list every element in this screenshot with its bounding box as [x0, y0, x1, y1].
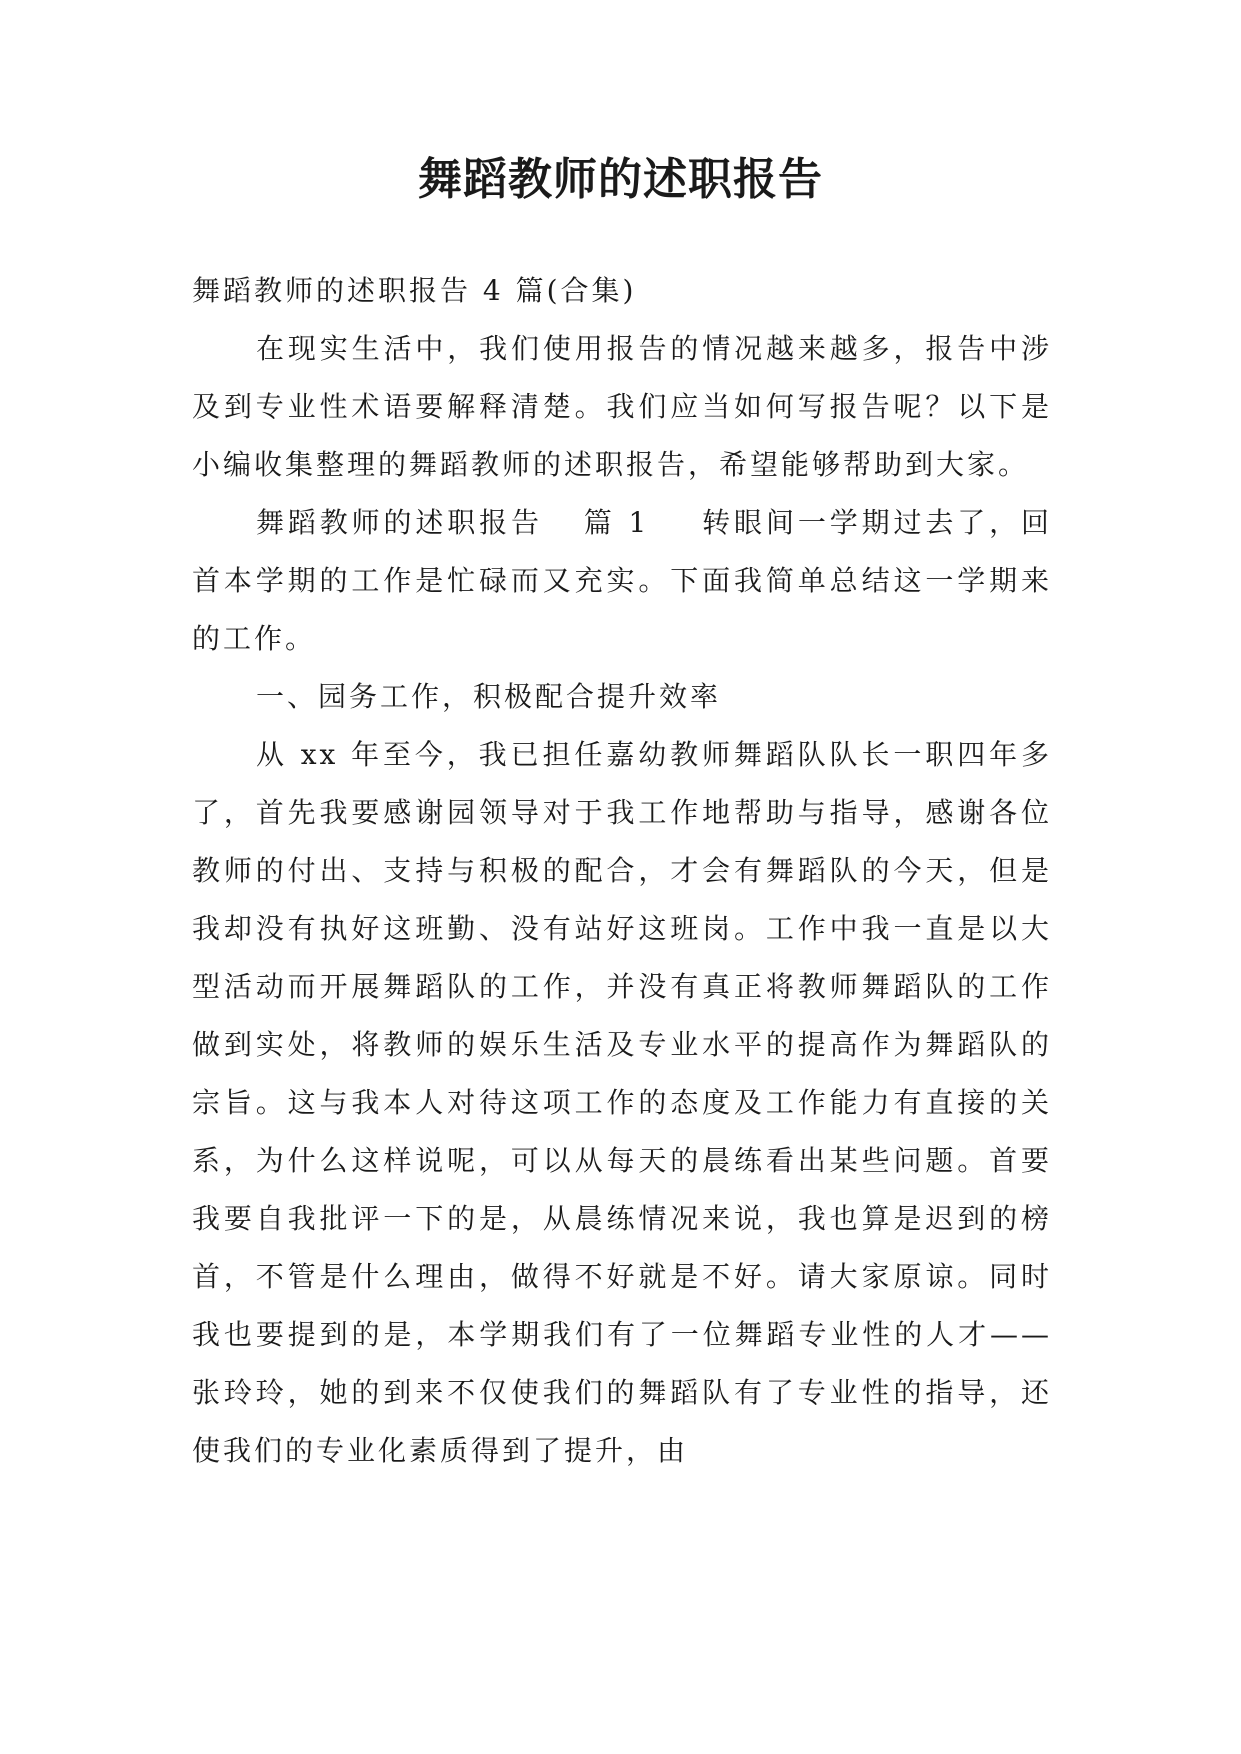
section-1-heading: 舞蹈教师的述职报告: [256, 506, 543, 539]
document-title: 舞蹈教师的述职报告: [418, 154, 823, 205]
section-1-label: 篇 1: [582, 506, 650, 539]
intro-paragraph: 在现实生活中，我们使用报告的情况越来越多，报告中涉及到专业性术语要解释清楚。我们应当如何写报告呢？以下是小编收集整理的舞蹈教师的述职报告，希望能够帮助到大家。: [192, 332, 1052, 481]
heading-1: 一、园务工作，积极配合提升效率: [256, 680, 722, 713]
section-1-text: 转眼间一学期过去了，回首本学期的工作是忙碌而又充实。下面我简单总结这一学期来的工作。: [192, 506, 1052, 655]
document-body: [192, 262, 1052, 1480]
section-1-paragraph: [192, 494, 1052, 668]
paragraph-1: 从 xx 年至今，我已担任嘉幼教师舞蹈队队长一职四年多了，首先我要感谢园领导对于我工作地帮助与指导，感谢各位教师的付出、支持与积极的配合，才会有舞蹈队的今天，但是我却没有执好这班勤、没有站好这班岗。工作中我一直是以大型活动而开展舞蹈队的工作，并没有真正将教师舞蹈队的工作做到实处，将教师的娱乐生活及专业水平的提高作为舞蹈队的宗旨。这与我本人对待这项工作的态度及工作能力有直接的关系，为什么这样说呢，可以从每天的晨练看出某些问题。首要我要自我批评一下的是，从晨练情况来说，我也算是迟到的榜首，不管是什么理由，做得不好就是不好。请大家原谅。同时我也要提到的是，本学期我们有了一位舞蹈专业性的人才——张玲玲，她的到来不仅使我们的舞蹈队有了专业性的指导，还使我们的专业化素质得到了提升，由: [192, 738, 1052, 1467]
document-subtitle: 舞蹈教师的述职报告 4 篇(合集): [192, 274, 637, 307]
